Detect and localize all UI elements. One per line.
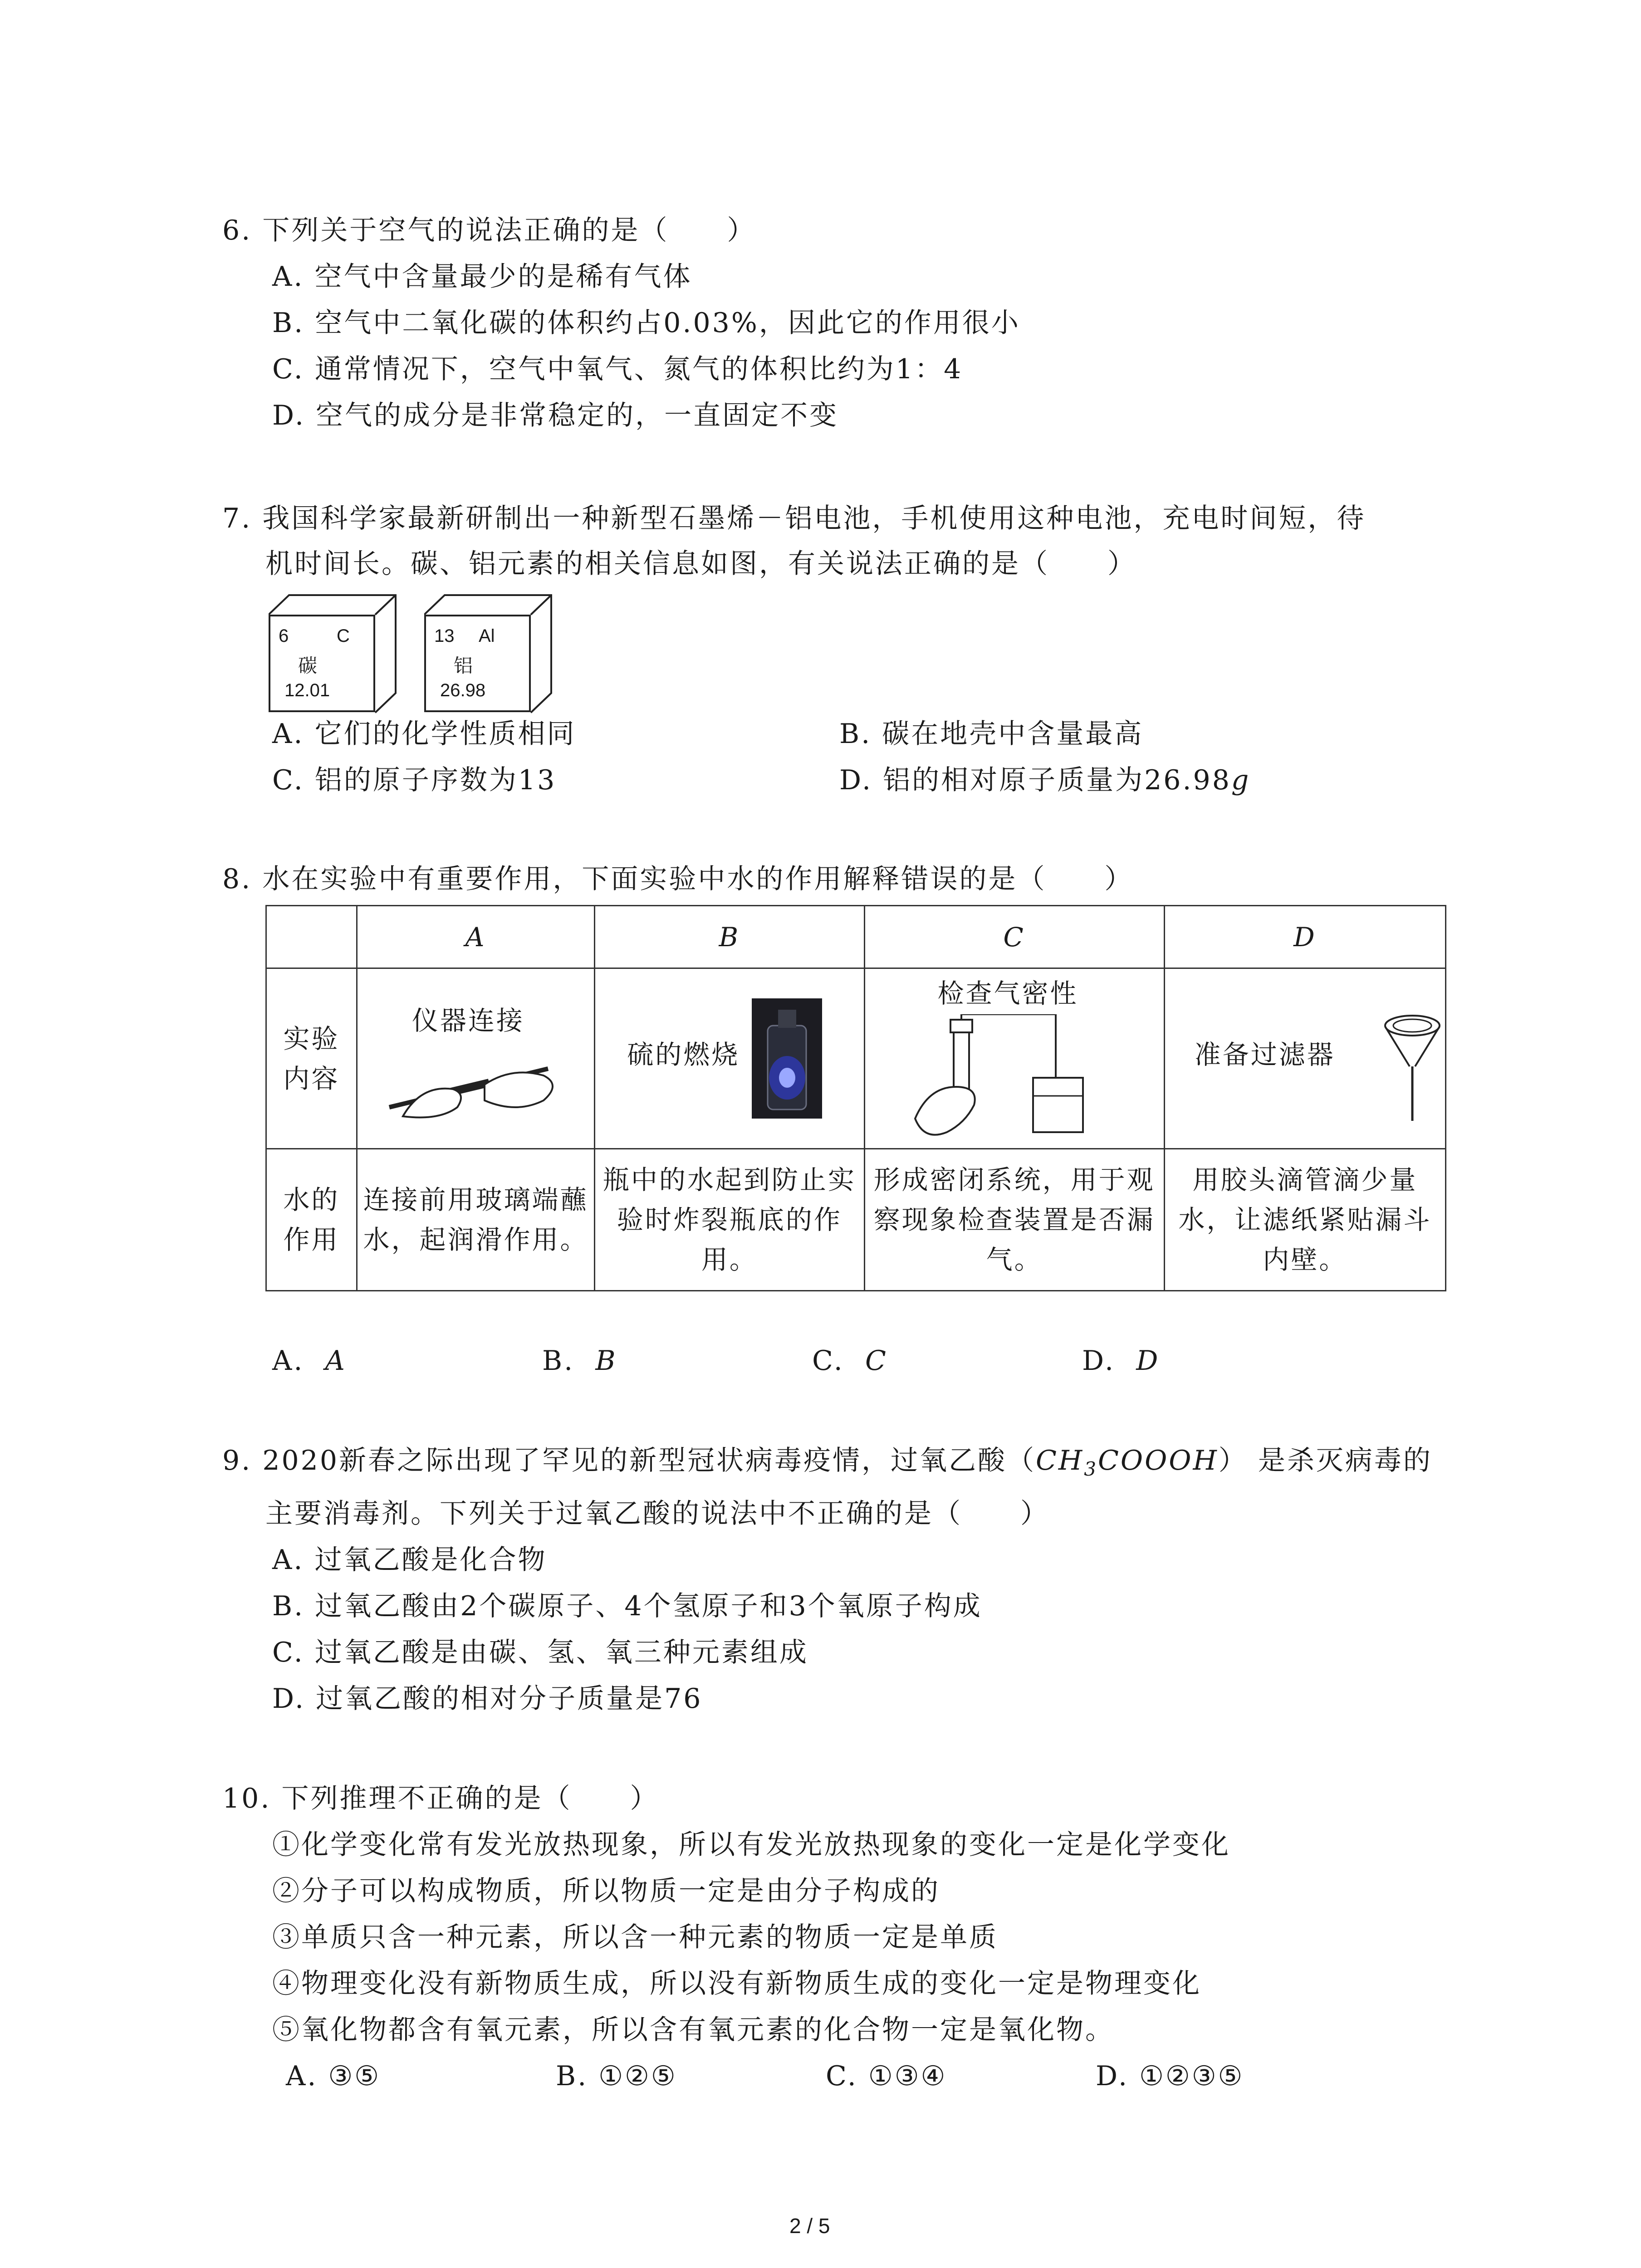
q10-statement-1: ①化学变化常有发光放热现象，所以有发光放热现象的变化一定是化学变化 <box>272 1829 1230 1861</box>
row-label-experiment: 实验内容 <box>266 968 357 1149</box>
cell-experiment-b <box>595 968 864 1149</box>
option-value: D <box>1136 1345 1160 1377</box>
q9-option-b: B. 过氧乙酸由2个碳原子、4个氢原子和3个氧原子构成 <box>272 1590 982 1622</box>
q6-option-b: B. 空气中二氧化碳的体积约占0.03%，因此它的作用很小 <box>272 307 1020 339</box>
q9-stem-line1 <box>222 1442 1432 1487</box>
cell-experiment-d <box>1164 968 1445 1149</box>
q10-statement-4: ④物理变化没有新物质生成，所以没有新物质生成的变化一定是物理变化 <box>272 1968 1201 1999</box>
peracetic-acid-formula: $CH_3COOOH$ <box>1036 1445 1219 1480</box>
option-label: C. <box>812 1345 844 1377</box>
page-number: 2 / 5 <box>789 2214 830 2238</box>
q9-stem-line2: 主要消毒剂。下列关于过氧乙酸的说法中不正确的是（ ） <box>265 1498 1049 1530</box>
sulfur-burning-photo <box>752 998 822 1119</box>
table-row-water-role <box>266 1149 1446 1291</box>
element-name: 铝 <box>454 655 473 677</box>
q9-option-d: D. 过氧乙酸的相对分子质量是76 <box>272 1683 703 1715</box>
option-value: A <box>325 1345 347 1377</box>
column-header-d: D <box>1164 906 1445 968</box>
q10-option-b: B. ①②⑤ <box>556 2060 677 2092</box>
element-card-carbon <box>269 594 405 714</box>
funnel-illustration <box>1381 1012 1444 1123</box>
q9-option-a: A. 过氧乙酸是化合物 <box>272 1544 547 1576</box>
experiment-c-label: 检查气密性 <box>937 978 1078 1009</box>
q10-stem: 10. 下列推理不正确的是（ ） <box>222 1783 659 1814</box>
q8-table <box>265 905 1446 1291</box>
option-value: C <box>865 1345 888 1377</box>
q6-option-c: C. 通常情况下，空气中氧气、氮气的体积比约为1：4 <box>272 353 963 385</box>
q8-option-a <box>272 1343 347 1379</box>
q10-statement-3: ③单质只含一种元素，所以含一种元素的物质一定是单质 <box>272 1921 998 1953</box>
option-label: D. <box>1082 1345 1116 1377</box>
row-label-water-role: 水的作用 <box>266 1149 357 1291</box>
element-symbol: C <box>337 626 350 646</box>
cell-experiment-a <box>357 968 594 1149</box>
column-header-c: C <box>864 906 1164 968</box>
q10-option-a: A. ③⑤ <box>286 2060 381 2092</box>
q7-option-a: A. 它们的化学性质相同 <box>272 718 576 750</box>
q6-stem: 6. 下列关于空气的说法正确的是（ ） <box>222 215 756 246</box>
atomic-mass: 26.98 <box>440 680 486 700</box>
option-label: A. <box>272 1345 304 1377</box>
q10-option-c: C. ①③④ <box>826 2060 947 2092</box>
q7-stem-line1: 7. 我国科学家最新研制出一种新型石墨烯－铝电池，手机使用这种电池，充电时间短，待 <box>222 503 1366 534</box>
q10-option-d: D. ①②③⑤ <box>1096 2060 1244 2092</box>
q9-stem-part1: 9. 2020新春之际出现了罕见的新型冠状病毒疫情，过氧乙酸（ <box>222 1445 1036 1476</box>
q10-statement-2: ②分子可以构成物质，所以物质一定是由分子构成的 <box>272 1875 940 1907</box>
option-label: B. <box>542 1345 575 1377</box>
element-card-aluminium <box>424 594 560 714</box>
q6-option-a: A. 空气中含量最少的是稀有气体 <box>272 261 692 293</box>
unit-g: g <box>1231 764 1251 796</box>
q6-option-d: D. 空气的成分是非常稳定的，一直固定不变 <box>272 400 839 431</box>
column-header-b: B <box>595 906 864 968</box>
q10-statement-5: ⑤氧化物都含有氧元素，所以含有氧元素的化合物一定是氧化物。 <box>272 2014 1114 2046</box>
atomic-mass: 12.01 <box>284 680 330 700</box>
option-value: B <box>595 1345 617 1377</box>
q8-option-c <box>812 1343 888 1379</box>
table-row-experiment <box>266 968 1446 1149</box>
atomic-number: 6 <box>279 626 289 646</box>
cell-experiment-c <box>864 968 1164 1149</box>
experiment-d-label: 准备过滤器 <box>1194 1039 1335 1070</box>
q8-option-b <box>542 1343 617 1379</box>
element-name: 碳 <box>298 655 318 677</box>
cell-role-d: 用胶头滴管滴少量水，让滤纸紧贴漏斗内壁。 <box>1164 1149 1445 1291</box>
q7-option-d-text: D. 铝的相对原子质量为26.98 <box>839 764 1231 796</box>
element-symbol: Al <box>479 626 495 646</box>
q8-stem: 8. 水在实验中有重要作用，下面实验中水的作用解释错误的是（ ） <box>222 863 1134 895</box>
airtightness-apparatus-illustration <box>911 1014 1110 1146</box>
hands-connecting-tubes-illustration <box>376 1048 566 1121</box>
experiment-a-label: 仪器连接 <box>411 1005 524 1036</box>
q9-option-c: C. 过氧乙酸是由碳、氢、氧三种元素组成 <box>272 1637 808 1668</box>
q7-option-d <box>839 762 1250 798</box>
q7-stem-line2: 机时间长。碳、铝元素的相关信息如图，有关说法正确的是（ ） <box>265 548 1136 580</box>
atomic-number: 13 <box>434 626 455 646</box>
q8-option-d <box>1082 1343 1160 1379</box>
experiment-b-label: 硫的燃烧 <box>627 1039 740 1070</box>
cell-role-b: 瓶中的水起到防止实验时炸裂瓶底的作用。 <box>595 1149 864 1291</box>
q7-option-b: B. 碳在地壳中含量最高 <box>839 718 1144 750</box>
table-corner <box>266 906 357 968</box>
column-header-a: A <box>357 906 594 968</box>
cell-role-a: 连接前用玻璃端蘸水，起润滑作用。 <box>357 1149 594 1291</box>
cell-role-c: 形成密闭系统，用于观察现象检查装置是否漏气。 <box>864 1149 1164 1291</box>
q7-option-c: C. 铝的原子序数为13 <box>272 764 557 796</box>
q9-stem-part2: ） 是杀灭病毒的 <box>1218 1445 1432 1476</box>
table-header-row <box>266 906 1446 968</box>
